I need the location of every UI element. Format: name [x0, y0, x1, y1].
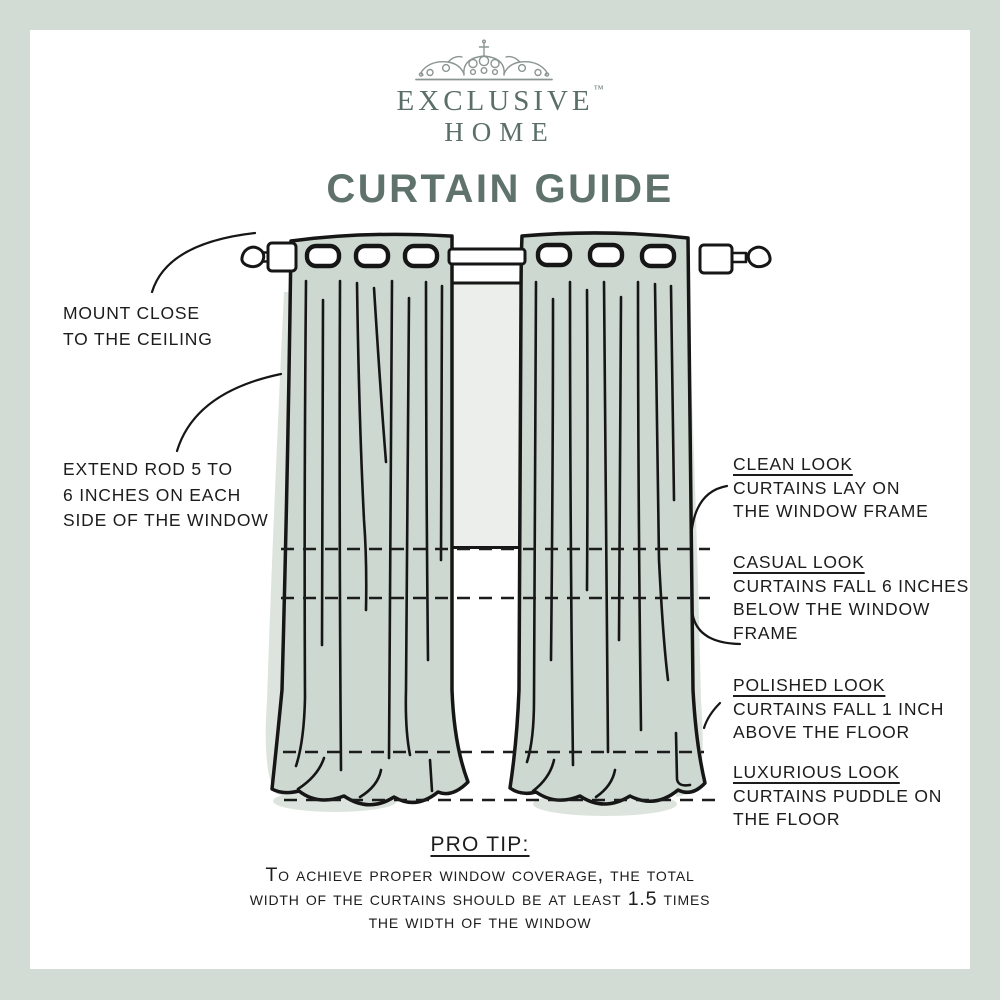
annotation-clean-look: [733, 453, 929, 524]
annotation-line: BELOW THE WINDOW FRAME: [733, 599, 931, 643]
annotation-extend-rod: [63, 457, 269, 534]
look-heading: LUXURIOUS LOOK: [733, 762, 900, 782]
pro-tip-line: To achieve proper window coverage, the total: [265, 864, 695, 886]
leader-extend-rod: [177, 374, 281, 451]
grommets-left: [307, 246, 437, 266]
grommet: [356, 246, 388, 266]
curtain-panel-right: [510, 233, 705, 804]
grommets-right: [538, 245, 674, 266]
annotation-polished-look: [733, 674, 944, 745]
grommet: [405, 246, 437, 266]
look-heading: POLISHED LOOK: [733, 675, 886, 695]
annotation-line: 6 INCHES ON EACH: [63, 484, 242, 505]
annotation-line: SIDE OF THE WINDOW: [63, 510, 269, 530]
pro-tip-heading: PRO TIP:: [430, 833, 530, 856]
annotation-line: MOUNT CLOSE: [63, 303, 200, 323]
rod-bar: [449, 249, 525, 264]
leader-mount-ceiling: [152, 233, 255, 292]
pro-tip: [130, 833, 830, 935]
grommet: [590, 245, 622, 265]
annotation-line: CURTAINS PUDDLE ON: [733, 785, 943, 806]
rod-finial-left: [242, 243, 296, 271]
annotation-line: THE FLOOR: [733, 809, 841, 829]
grommet: [538, 245, 570, 265]
look-heading: CLEAN LOOK: [733, 454, 853, 474]
annotation-mount-ceiling: [63, 301, 213, 352]
curtain-panel-left: [272, 234, 468, 804]
brand-name-line2: HOME: [444, 117, 556, 147]
leader-polished-look: [704, 703, 720, 728]
pro-tip-line: the width of the window: [368, 911, 592, 933]
annotation-line: CURTAINS FALL 1 INCH: [733, 698, 945, 719]
pro-tip-line: width of the curtains should be at least 1.5 times: [249, 887, 711, 910]
annotation-line: ABOVE THE FLOOR: [733, 722, 910, 742]
brand-word-exclusive: EXCLUSIVE: [396, 85, 594, 117]
window: [451, 283, 525, 548]
grommet: [307, 246, 339, 266]
trademark-symbol: ™: [593, 84, 604, 95]
look-heading: CASUAL LOOK: [733, 552, 865, 572]
grommet: [642, 246, 674, 266]
annotation-line: THE WINDOW FRAME: [733, 501, 929, 521]
annotation-line: CURTAINS LAY ON: [733, 477, 901, 498]
scroll-crest-icon: [416, 40, 552, 79]
annotation-line: TO THE CEILING: [63, 328, 213, 349]
page-title: CURTAIN GUIDE: [326, 167, 674, 211]
annotation-luxurious-look: [733, 761, 942, 832]
annotation-line: EXTEND ROD 5 TO: [63, 459, 233, 479]
brand-name-line1: [0, 84, 1000, 118]
annotation-casual-look: [733, 551, 1000, 645]
pro-tip-body: [130, 864, 830, 935]
cross-icon: [480, 40, 489, 55]
rod-finial-right: [700, 245, 770, 273]
annotation-line: CURTAINS FALL 6 INCHES: [733, 575, 970, 596]
